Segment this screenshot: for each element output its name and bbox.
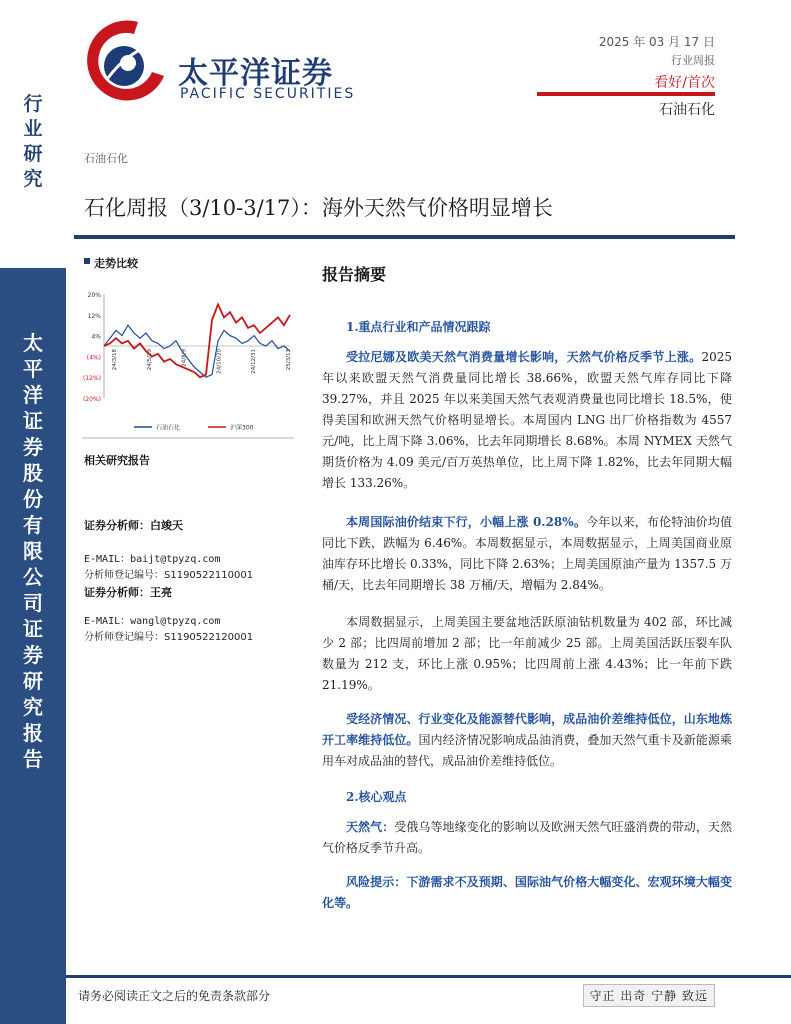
sidebar-top: [0, 0, 66, 268]
risk-warning: 风险提示：下游需求不及预期、国际油气价格大幅变化、宏观环境大幅变化等。: [322, 875, 732, 910]
subhead-core-views: 2.核心观点: [346, 790, 407, 804]
chart-y-tick-label: (20%): [82, 396, 101, 403]
chart-heading: 走势比较: [94, 257, 138, 270]
chart-bullet-icon: [84, 258, 90, 264]
chart-x-tick-label: 24/8/9: [181, 349, 188, 367]
rating-underline: [537, 92, 715, 96]
paragraph-gas: [322, 347, 732, 494]
chart-x-tick-label: 25/3/13: [286, 349, 292, 371]
rating: 看好/首次: [654, 75, 715, 91]
sidebar-bottom-char: 限: [23, 539, 43, 563]
paragraph-core-gas-body: 受俄乌等地缘变化的影响以及欧洲天然气旺盛消费的带动，天然气价格反季节升高。: [322, 820, 732, 855]
sidebar-bottom-char: 证: [23, 409, 43, 433]
analyst1-email[interactable]: E-MAIL：baijt@tpyzq.com: [84, 554, 221, 565]
chart-x-tick-label: 24/12/31: [251, 349, 258, 374]
sidebar-bottom-char: 券: [23, 643, 43, 667]
chart-x-tick-label: 24/10/20: [216, 349, 223, 374]
pacific-securities-logo-icon: [78, 16, 170, 106]
analyst2-name: 证券分析师：王亮: [84, 586, 172, 599]
sidebar-bottom-char: 司: [23, 591, 43, 615]
sidebar-bottom-char: 报: [23, 721, 43, 745]
analyst1-name: 证券分析师：白竣天: [84, 519, 183, 532]
report-title: 石化周报（3/10-3/17）：海外天然气价格明显增长: [84, 196, 553, 220]
sidebar-company-name: [0, 330, 66, 772]
paragraph-gas-body: 2025 年以来欧盟天然气消费量同比增长 38.66%，欧盟天然气库存同比下降 39.27%，并且 2025 年以来美国天然气表观消费量也同比增长 18.5%，使得美国和欧洲天然气价格明显增长。本周国内 LNG 出厂价格指数为 4557 元/吨，比上周下降 3.06%，比去年同期增长 8.68%。本周 NYMEX 天然气期货价格为 4.09 美元/百万英热单位，比上周下降 1.82%，比去年同期大幅增长 133.26%。: [322, 350, 732, 490]
chart-series-line: [104, 304, 290, 377]
footer-divider: [66, 975, 791, 978]
title-divider: [74, 235, 735, 239]
chart-legend-label: 石油石化: [156, 424, 181, 432]
chart-y-tick-label: (4%): [86, 354, 101, 362]
paragraph-refined: [322, 709, 732, 772]
footer-motto: 守正 出奇 宁静 致远: [583, 984, 715, 1007]
related-reports-heading: 相关研究报告: [84, 454, 150, 467]
sidebar-bottom-char: 有: [23, 513, 43, 537]
footer-disclaimer[interactable]: 请务必阅读正文之后的免责条款部分: [78, 989, 271, 1003]
sidebar-bottom-char: 证: [23, 617, 43, 641]
paragraph-refined-lead: 受经济情况、行业变化及能源替代影响，成品油价差维持低位，山东地炼开工率维持低位。: [322, 712, 732, 747]
sidebar-bottom-char: 券: [23, 435, 43, 459]
sidebar-bottom-char: 份: [23, 487, 43, 511]
paragraph-refined-body: 国内经济情况影响成品油消费，叠加天然气重卡及新能源乘用车对成品油的替代，成品油价差维持低位。: [322, 733, 732, 768]
sector-name: 石油石化: [659, 102, 715, 118]
report-type: 行业周报: [671, 54, 715, 67]
paragraph-core-gas: [322, 817, 732, 859]
analyst1-reg: 分析师登记编号：S1190522110001: [84, 570, 254, 581]
sidebar-bottom-char: 太: [23, 331, 43, 355]
sidebar-bottom-char: 告: [23, 747, 43, 771]
section-label: 石油石化: [84, 152, 128, 165]
summary-title: 报告摘要: [322, 265, 387, 284]
chart-series-line: [104, 325, 290, 377]
chart-x-tick-label: 24/5/29: [146, 349, 153, 371]
sidebar-bottom-char: 公: [23, 565, 43, 589]
sidebar-bottom-char: 股: [23, 461, 43, 485]
paragraph-oil-body: 今年以来，布伦特油价均值同比下跌，跌幅为 6.46%。本周数据显示，本周数据显示，上周美国商业原油库存环比增长 0.33%，同比下降 2.63%；上周美国原油产量为 1357.5 万桶/天，比去年同期增长 38 万桶/天，增幅为 2.84%。: [322, 515, 732, 592]
report-date: 2025 年 03 月 17 日: [598, 35, 715, 49]
chart-y-tick-label: (12%): [82, 375, 101, 383]
analyst2-reg: 分析师登记编号：S1190522120001: [84, 632, 254, 643]
subhead-industry-tracking: 1.重点行业和产品情况跟踪: [346, 320, 491, 334]
sidebar-bottom-char: 研: [23, 669, 43, 693]
brand-name-cn: 太平洋证券: [178, 56, 333, 91]
paragraph-core-gas-lead: 天然气：: [346, 820, 395, 834]
sidebar-top-char: 行: [23, 93, 43, 115]
paragraph-oil: [322, 512, 732, 596]
analyst2-email[interactable]: E-MAIL：wangl@tpyzq.com: [84, 616, 221, 627]
sidebar-bottom-char: 究: [23, 695, 43, 719]
paragraph-gas-lead: 受拉尼娜及欧美天然气消费量增长影响，天然气价格反季节上涨。: [346, 350, 702, 364]
chart-y-tick-label: 4%: [91, 333, 101, 341]
chart-x-tick-label: 24/3/18: [112, 349, 118, 371]
chart-y-tick-label: 20%: [87, 292, 101, 299]
sidebar-top-char: 研: [23, 143, 43, 165]
sidebar-top-char: 业: [23, 118, 43, 140]
sidebar-top-char: 究: [23, 168, 43, 190]
sidebar-bottom-char: 平: [23, 357, 43, 381]
sidebar-bottom-char: 洋: [23, 383, 43, 407]
paragraph-oil-lead: 本周国际油价结束下行，小幅上涨 0.28%。: [346, 515, 587, 529]
chart-y-tick-label: 12%: [87, 312, 101, 320]
brand-name-en: PACIFIC SECURITIES: [180, 86, 356, 102]
trend-chart: [78, 280, 298, 440]
paragraph-rigs: 本周数据显示，上周美国主要盆地活跃原油钻机数量为 402 部，环比减少 2 部；比四周前增加 2 部；比一年前减少 25 部。上周美国活跃压裂车队数量为 212 支，环比上涨 0.95%；比四周前上涨 4.43%；比一年前下跌 21.19%。: [322, 615, 732, 692]
sidebar-industry-research: [0, 92, 66, 192]
chart-legend-label: 沪深300: [230, 424, 254, 432]
